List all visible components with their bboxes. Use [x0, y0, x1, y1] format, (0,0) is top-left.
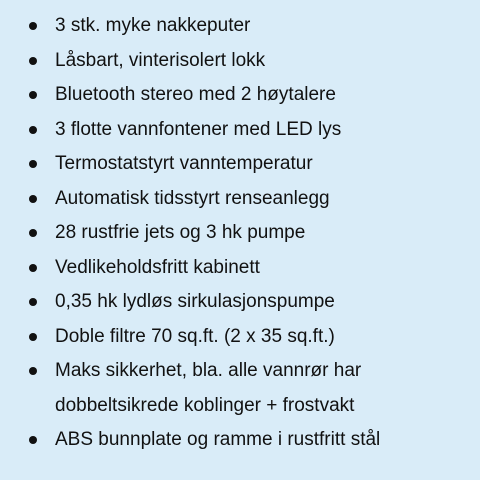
- bullet-icon: [29, 22, 37, 30]
- feature-text: 3 stk. myke nakkeputer: [55, 15, 251, 36]
- bullet-icon: [29, 126, 37, 134]
- bullet-icon: [29, 298, 37, 306]
- feature-item: [0, 354, 480, 423]
- bullet-icon: [29, 333, 37, 341]
- feature-text: 28 rustfrie jets og 3 hk pumpe: [55, 222, 306, 243]
- feature-text: Vedlikeholdsfritt kabinett: [55, 256, 260, 278]
- feature-item: [0, 423, 480, 458]
- bullet-icon: [29, 195, 37, 203]
- bullet-icon: [29, 160, 37, 168]
- feature-list: [0, 9, 480, 458]
- feature-item: [0, 78, 480, 113]
- feature-text: Maks sikkerhet, bla. alle vannrør har dobbeltsikrede koblinger + frostvakt: [55, 360, 362, 416]
- feature-text: Låsbart, vinterisolert lokk: [55, 49, 266, 71]
- feature-text: ABS bunnplate og ramme i rustfritt stål: [55, 429, 381, 450]
- bullet-icon: [29, 264, 37, 272]
- feature-item: [0, 44, 480, 79]
- bullet-icon: [29, 367, 37, 375]
- feature-text: Doble filtre 70 sq.ft. (2 x 35 sq.ft.): [55, 325, 335, 347]
- feature-item: [0, 9, 480, 44]
- feature-item: [0, 147, 480, 182]
- feature-text: 3 flotte vannfontener med LED lys: [55, 118, 342, 140]
- bullet-icon: [29, 229, 37, 237]
- feature-text: 0,35 hk lydløs sirkulasjonspumpe: [55, 291, 335, 312]
- feature-text: Termostatstyrt vanntemperatur: [55, 153, 313, 174]
- bullet-icon: [29, 57, 37, 65]
- bullet-icon: [29, 436, 37, 444]
- bullet-icon: [29, 91, 37, 99]
- feature-text: Bluetooth stereo med 2 høytalere: [55, 84, 336, 105]
- feature-item: [0, 251, 480, 286]
- feature-item: [0, 320, 480, 355]
- feature-item: [0, 216, 480, 251]
- feature-item: [0, 182, 480, 217]
- feature-text: Automatisk tidsstyrt renseanlegg: [55, 187, 330, 209]
- feature-item: [0, 113, 480, 148]
- feature-item: [0, 285, 480, 320]
